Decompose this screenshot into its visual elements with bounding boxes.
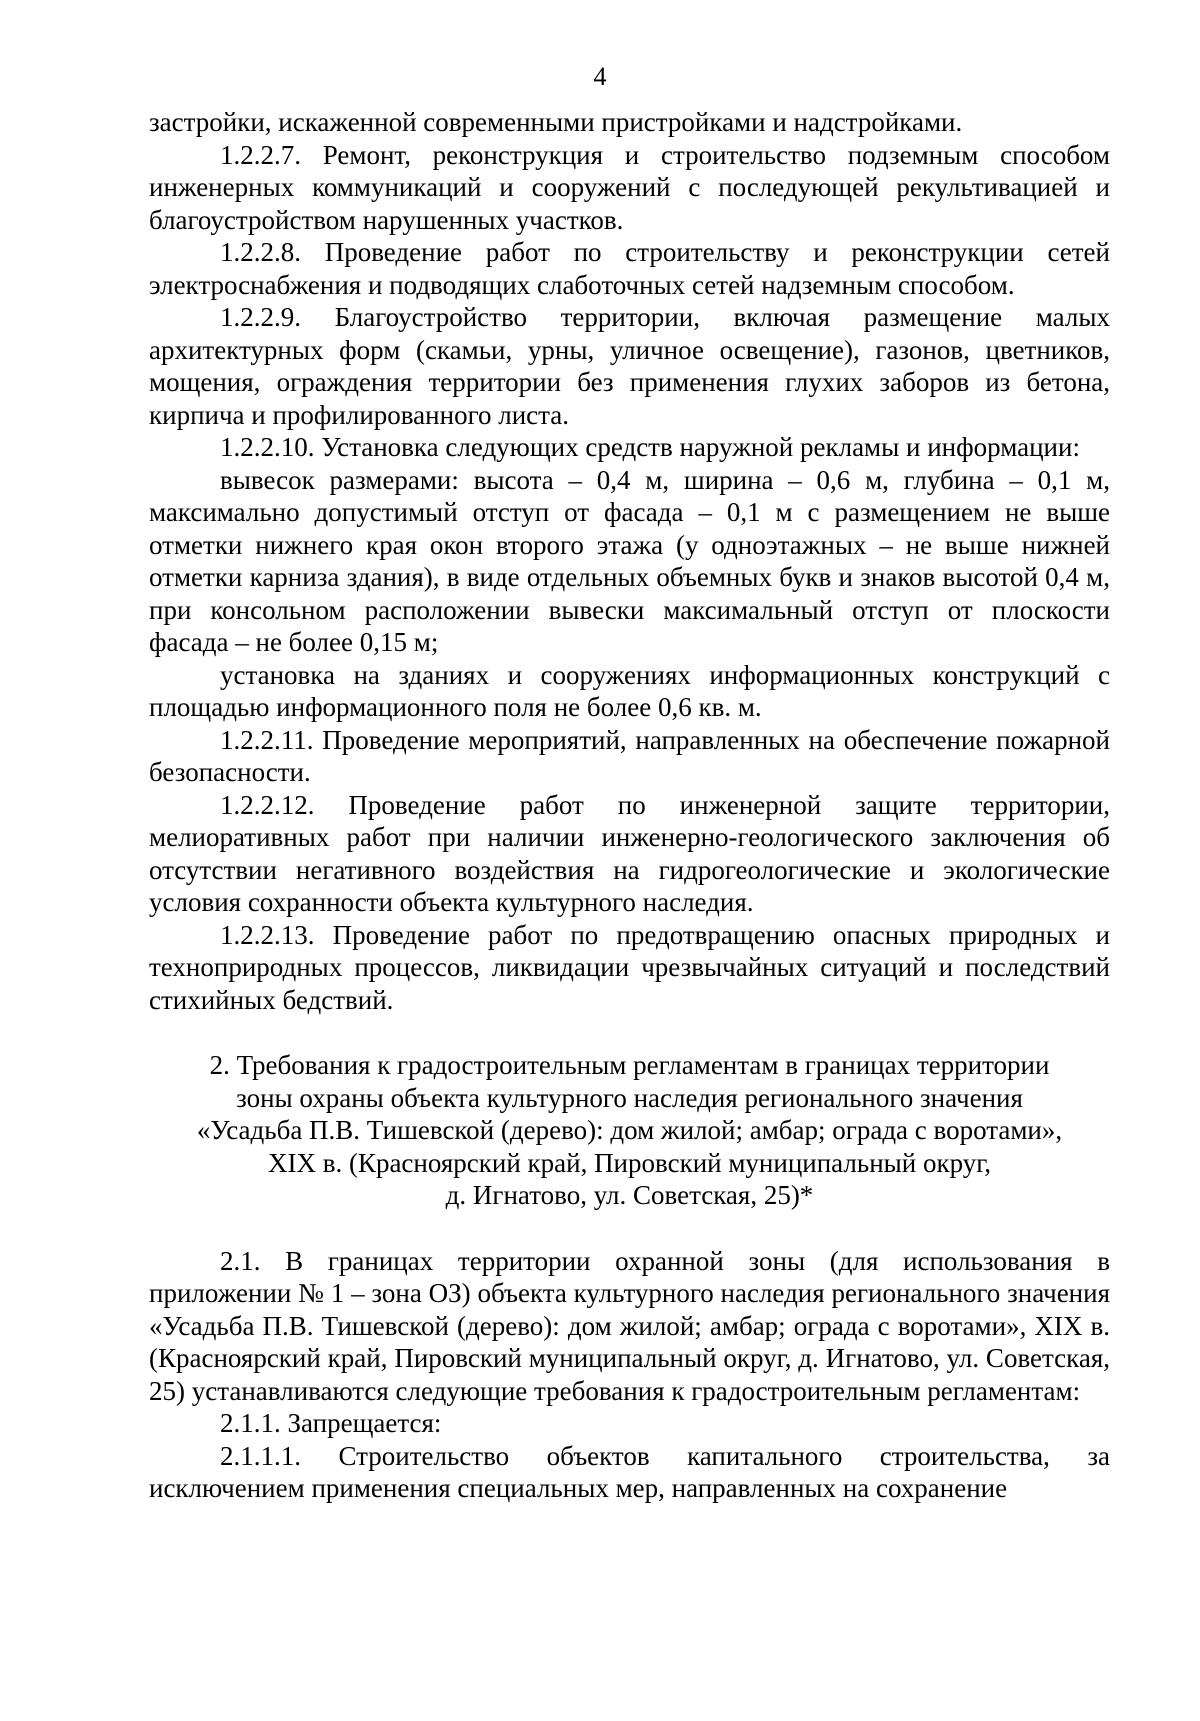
paragraph-2-1: 2.1. В границах территории охранной зоны (для использования в приложении № 1 – зона ОЗ) объекта культурного наследия регионального значения «Усадьба П.В. Тишевской (дерево): дом жилой; амбар; ограда с воротами», XIX в. (Красноярский край, Пировский муниципальный округ, д. Игнатово, ул. Советская, 25) устанавливаются следующие требования к градостроительным регламентам:: [149, 1245, 1110, 1406]
section-heading-line: 2. Требования к градостроительным регламентам в границах территории: [209, 1050, 1050, 1080]
section-heading-line: XIX в. (Красноярский край, Пировский муниципальный округ,: [267, 1147, 992, 1178]
page-number: 4: [593, 62, 607, 91]
paragraph-info-constructions: установка на зданиях и сооружениях информационных конструкций с площадью информационного поля не более 0,6 кв. м.: [149, 659, 1110, 722]
document-body: [149, 106, 1110, 1505]
section-spacer: [149, 1212, 1110, 1245]
paragraph-signboards: вывесок размерами: высота – 0,4 м, ширина – 0,6 м, глубина – 0,1 м, максимально допустимый отступ от фасада – 0,1 м с размещением не выше отметки нижнего края окон второго этажа (у одноэтажных – не выше нижней отметки карниза здания), в виде отдельных объемных букв и знаков высотой 0,4 м, при консольном расположении вывески максимальный отступ от плоскости фасада – не более 0,15 м;: [149, 464, 1110, 657]
paragraph-1-2-2-10: 1.2.2.10. Установка следующих средств наружной рекламы и информации:: [220, 432, 1080, 462]
paragraph-1-2-2-11: 1.2.2.11. Проведение мероприятий, направленных на обеспечение пожарной безопасности.: [149, 724, 1110, 787]
paragraph-1-2-2-8: 1.2.2.8. Проведение работ по строительству и реконструкции сетей электроснабжения и подводящих слаботочных сетей надземным способом.: [149, 237, 1110, 300]
section-heading-line: зоны охраны объекта культурного наследия регионального значения: [236, 1082, 1023, 1113]
paragraph-1-2-2-13: 1.2.2.13. Проведение работ по предотвращению опасных природных и техноприродных процессов, ликвидации чрезвычайных ситуаций и последствий стихийных бедствий.: [149, 919, 1110, 1015]
section-heading: [149, 1049, 1110, 1212]
section-heading-line: «Усадьба П.В. Тишевской (дерево): дом жилой; амбар; ограда с воротами»,: [196, 1115, 1063, 1145]
section-spacer: [149, 1016, 1110, 1049]
paragraph-continuation: застройки, искаженной современными пристройками и надстройками.: [149, 107, 963, 137]
paragraph-1-2-2-7: 1.2.2.7. Ремонт, реконструкция и строительство подземным способом инженерных коммуникаций и сооружений с последующей рекультивацией и благоустройством нарушенных участков.: [149, 139, 1110, 235]
paragraph-1-2-2-12: 1.2.2.12. Проведение работ по инженерной защите территории, мелиоративных работ при наличии инженерно-геологического заключения об отсутствии негативного воздействия на гидрогеологические и экологические условия сохранности объекта культурного наследия.: [149, 789, 1110, 917]
paragraph-2-1-1: 2.1.1. Запрещается:: [220, 1408, 442, 1438]
section-heading-line: д. Игнатово, ул. Советская, 25)*: [445, 1180, 814, 1210]
paragraph-1-2-2-9: 1.2.2.9. Благоустройство территории, включая размещение малых архитектурных форм (скамьи, урны, уличное освещение), газонов, цветников, мощения, ограждения территории без применения глухих заборов из бетона, кирпича и профилированного листа.: [149, 302, 1110, 430]
paragraph-2-1-1-1: 2.1.1.1. Строительство объектов капитального строительства, за исключением применения специальных мер, направленных на сохранение: [149, 1440, 1110, 1503]
